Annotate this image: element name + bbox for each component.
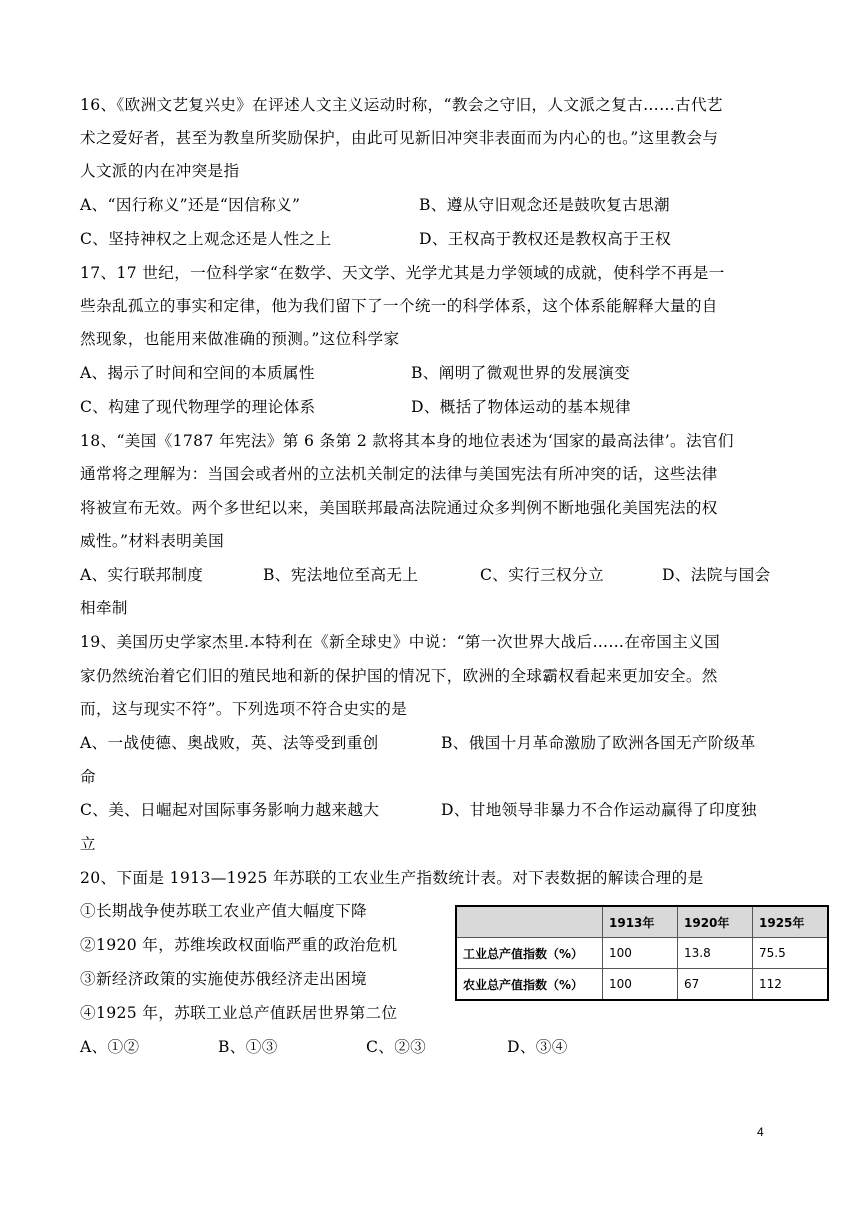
table-header-cell: 1913年 (603, 906, 678, 938)
q20-statement-3: ③新经济政策的实施使苏俄经济走出困境 (80, 970, 367, 988)
table-cell: 75.5 (753, 938, 829, 969)
table-cell: 100 (603, 938, 678, 969)
q16-option-b: B、遵从守旧观念还是鼓吹复古思潮 (419, 196, 670, 214)
q17-option-a: A、揭示了时间和空间的本质属性 (80, 364, 315, 382)
q19-stem-line-3: 而，这与现实不符”。下列选项不符合史实的是 (80, 700, 408, 718)
q17-option-d: D、概括了物体运动的基本规律 (411, 398, 632, 416)
q18-option-d: D、法院与国会 (662, 566, 771, 584)
q19-option-a: A、一战使德、奥战败，英、法等受到重创 (80, 734, 379, 752)
q19-stem-line-1: 19、美国历史学家杰里.本特利在《新全球史》中说：“第一次世界大战后……在帝国主义国 (80, 633, 721, 651)
table-row-label: 农业总产值指数（%） (456, 969, 603, 1001)
q18-option-c: C、实行三权分立 (480, 566, 604, 584)
q16-stem-line-2: 术之爱好者，甚至为教皇所奖励保护，由此可见新旧冲突非表面而为内心的也。”这里教会与 (80, 129, 719, 147)
q20-statement-1: ①长期战争使苏联工农业产值大幅度下降 (80, 902, 367, 920)
q17-stem-line-2: 些杂乱孤立的事实和定律，他为我们留下了一个统一的科学体系，这个体系能解释大量的自 (80, 297, 718, 315)
q16-stem-line-3: 人文派的内在冲突是指 (80, 162, 240, 180)
q17-stem-line-3: 然现象，也能用来做准确的预测。”这位科学家 (80, 330, 400, 348)
q18-stem-line-3: 将被宣布无效。两个多世纪以来，美国联邦最高法院通过众多判例不断地强化美国宪法的权 (80, 499, 718, 517)
table-row (456, 938, 828, 969)
q19-stem-line-2: 家仍然统治着它们旧的殖民地和新的保护国的情况下，欧洲的全球霸权看起来更加安全。然 (80, 667, 718, 685)
table-row (456, 969, 828, 1001)
table-header-row (456, 906, 828, 938)
q16-option-c: C、坚持神权之上观念还是人性之上 (80, 230, 332, 248)
table-cell: 112 (753, 969, 829, 1001)
q20-stem: 20、下面是 1913—1925 年苏联的工农业生产指数统计表。对下表数据的解读合理的是 (80, 869, 704, 887)
q18-stem-line-2: 通常将之理解为：当国会或者州的立法机关制定的法律与美国宪法有所冲突的话，这些法律 (80, 465, 718, 483)
q17-option-b: B、阐明了微观世界的发展演变 (411, 364, 631, 382)
table-header-cell: 1925年 (753, 906, 829, 938)
table-header-cell (456, 906, 603, 938)
q17-stem-line-1: 17、17 世纪，一位科学家“在数学、天文学、光学尤其是力学领域的成就，使科学不再是一 (80, 264, 725, 282)
table-cell: 13.8 (678, 938, 753, 969)
q18-stem-line-4: 威性。”材料表明美国 (80, 532, 225, 550)
page-number: 4 (757, 1125, 764, 1139)
q20-option-b: B、①③ (218, 1038, 278, 1056)
q20-statement-4: ④1925 年，苏联工业总产值跃居世界第二位 (80, 1004, 398, 1022)
q16-option-d: D、王权高于教权还是教权高于王权 (419, 230, 672, 248)
q18-stem-line-1: 18、“美国《1787 年宪法》第 6 条第 2 款将其本身的地位表述为‘国家的最高法律’。法官们 (80, 432, 734, 450)
q19-option-d: D、甘地领导非暴力不合作运动赢得了印度独 (441, 801, 757, 819)
q19-option-b-continued: 命 (80, 768, 96, 786)
table-cell: 100 (603, 969, 678, 1001)
production-index-table (455, 905, 829, 1001)
q16-option-a: A、“因行称义”还是“因信称义” (80, 196, 301, 214)
table-header-cell: 1920年 (678, 906, 753, 938)
q18-option-b: B、宪法地位至高无上 (263, 566, 419, 584)
q18-option-d-continued: 相牵制 (80, 599, 128, 617)
q20-statement-2: ②1920 年，苏维埃政权面临严重的政治危机 (80, 936, 398, 954)
q20-option-d: D、③④ (507, 1038, 568, 1056)
table-cell: 67 (678, 969, 753, 1001)
q18-option-a: A、实行联邦制度 (80, 566, 204, 584)
q17-option-c: C、构建了现代物理学的理论体系 (80, 398, 316, 416)
q19-option-c: C、美、日崛起对国际事务影响力越来越大 (80, 801, 380, 819)
q20-option-c: C、②③ (366, 1038, 427, 1056)
table-row-label: 工业总产值指数（%） (456, 938, 603, 969)
q16-stem-line-1: 16、《欧洲文艺复兴史》在评述人文主义运动时称，“教会之守旧，人文派之复古……古代艺 (80, 96, 723, 114)
q19-option-b: B、俄国十月革命激励了欧洲各国无产阶级革 (441, 734, 756, 752)
q20-option-a: A、①② (80, 1038, 140, 1056)
q19-option-d-continued: 立 (80, 835, 96, 853)
